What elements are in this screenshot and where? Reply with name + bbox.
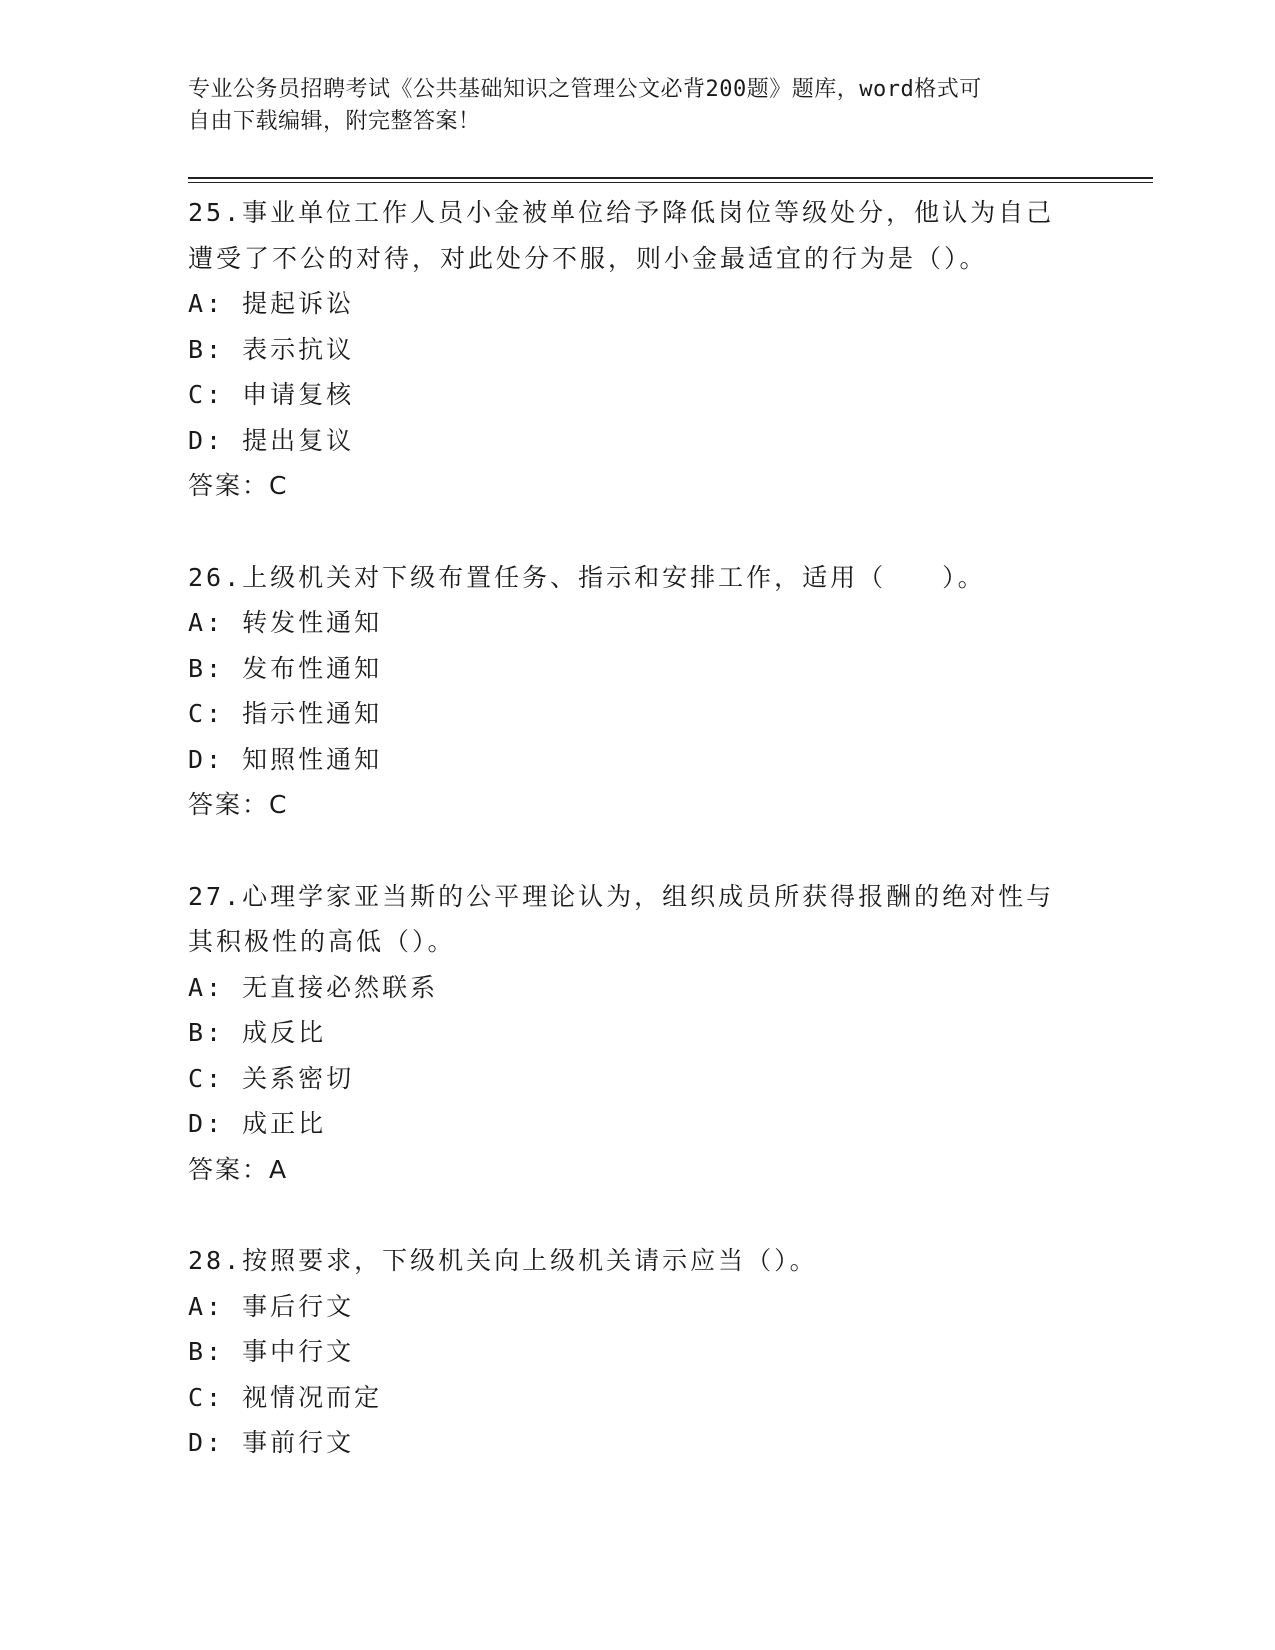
option-d: D: 知照性通知: [188, 744, 383, 774]
question-27: [188, 874, 1088, 1193]
header-divider-thick: [188, 177, 1153, 179]
question-stem-line: 25.事业单位工作人员小金被单位给予降低岗位等级处分，他认为自己: [188, 198, 1055, 227]
option-c: C: 指示性通知: [188, 699, 383, 728]
question-28: [188, 1238, 1088, 1466]
option-b: B: 成反比: [188, 1018, 327, 1047]
option-c: C: 视情况而定: [188, 1382, 383, 1412]
option-d: D: 提出复议: [188, 425, 355, 455]
question-stem-line: 26.上级机关对下级布置任务、指示和安排工作，适用（ ）。: [188, 562, 986, 592]
question-stem-line: 遭受了不公的对待，对此处分不服，则小金最适宜的行为是（）。: [188, 243, 988, 273]
answer: 答案：A: [188, 1154, 289, 1184]
option-a: A: 无直接必然联系: [188, 972, 439, 1002]
header-line-1: 专业公务员招聘考试《公共基础知识之管理公文必背200题》题库，word格式可: [188, 77, 982, 102]
question-stem-line: 28.按照要求，下级机关向上级机关请示应当（）。: [188, 1246, 818, 1275]
option-d: D: 事前行文: [188, 1428, 355, 1457]
option-d: D: 成正比: [188, 1109, 327, 1138]
question-26: [188, 555, 1088, 828]
option-a: A: 提起诉讼: [188, 289, 355, 318]
header-divider-thin: [188, 182, 1153, 183]
question-stem-line: 其积极性的高低（）。: [188, 927, 456, 956]
option-a: A: 事后行文: [188, 1291, 355, 1321]
option-b: B: 事中行文: [188, 1337, 355, 1366]
option-b: B: 表示抗议: [188, 334, 355, 364]
option-a: A: 转发性通知: [188, 608, 383, 637]
option-b: B: 发布性通知: [188, 653, 383, 683]
option-c: C: 关系密切: [188, 1063, 355, 1093]
document-header: [188, 74, 1088, 138]
header-line-2: 自由下载编辑，附完整答案！: [188, 109, 481, 134]
question-list: [188, 190, 1088, 1512]
answer: 答案：C: [188, 471, 289, 500]
option-c: C: 申请复核: [188, 380, 355, 409]
answer: 答案：C: [188, 790, 289, 819]
question-25: [188, 190, 1088, 509]
question-stem-line: 27.心理学家亚当斯的公平理论认为，组织成员所获得报酬的绝对性与: [188, 881, 1055, 911]
